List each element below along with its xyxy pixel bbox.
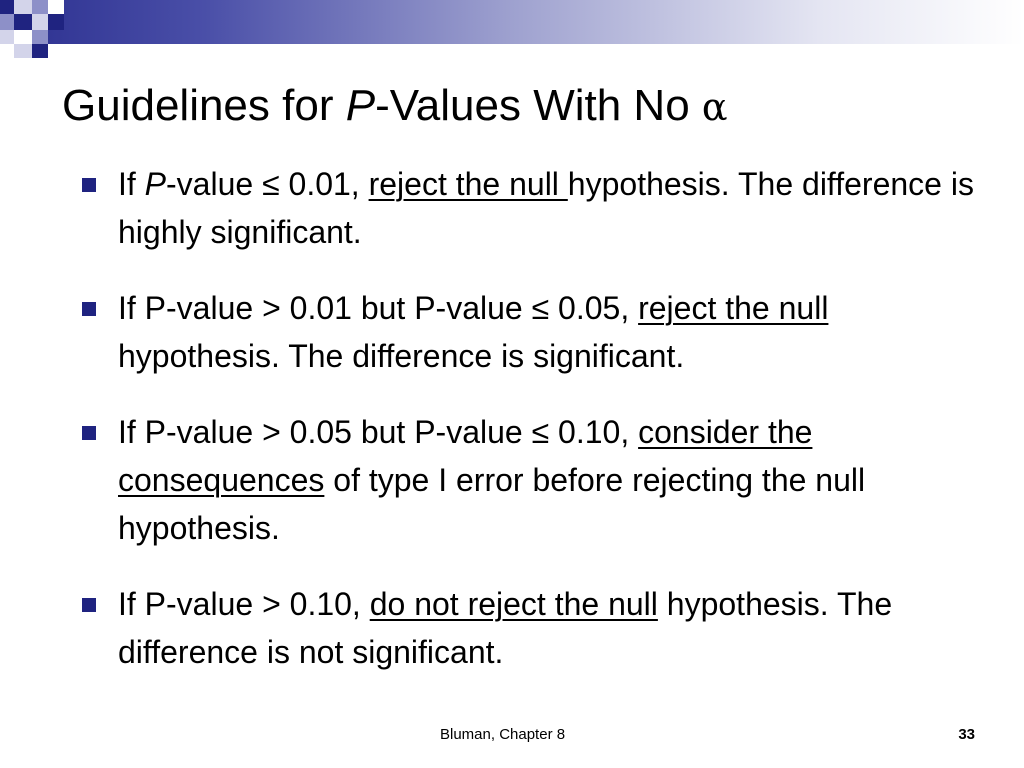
bullet-emphasis: reject the null (368, 166, 568, 202)
bullet-text: hypothesis. The difference is significant. (118, 338, 685, 374)
bullet-emphasis: reject the null (638, 290, 829, 326)
square-bullet-icon (82, 178, 96, 192)
bullet-text: If (118, 166, 145, 202)
page-number: 33 (958, 726, 975, 743)
title-alpha-symbol: α (701, 85, 728, 129)
title-p-symbol: P (345, 81, 376, 130)
square-bullet-icon (82, 598, 96, 612)
corner-squares-decoration (0, 0, 90, 60)
bullet-text: hypothesis. The difference is not significant. (118, 586, 893, 670)
bullet-text: hypothesis. The difference is highly significant. (118, 166, 974, 250)
bullet-p-symbol: P (144, 166, 167, 202)
title-text-1: Guidelines for (62, 81, 346, 130)
bullet-text: If P-value > 0.10, (118, 586, 370, 622)
bullet-item (80, 160, 980, 256)
slide-title (62, 78, 728, 135)
title-text-2: -Values With No (375, 81, 702, 130)
bullet-item (80, 580, 980, 676)
bullet-emphasis: do not reject the null (369, 586, 658, 622)
bullet-text: -value ≤ 0.01, (166, 166, 369, 202)
bullet-list (80, 160, 980, 704)
bullet-item (80, 284, 980, 380)
bullet-text: of type I error before rejecting the null hypothesis. (118, 462, 866, 546)
bullet-emphasis: consider the consequences (118, 414, 813, 498)
square-bullet-icon (82, 302, 96, 316)
square-bullet-icon (82, 426, 96, 440)
bullet-text: If P-value > 0.05 but P-value ≤ 0.10, (118, 414, 639, 450)
header-band (0, 0, 1024, 44)
bullet-item (80, 408, 980, 552)
slide-footer: Bluman, Chapter 8 (440, 726, 566, 743)
bullet-text: If P-value > 0.01 but P-value ≤ 0.05, (118, 290, 639, 326)
